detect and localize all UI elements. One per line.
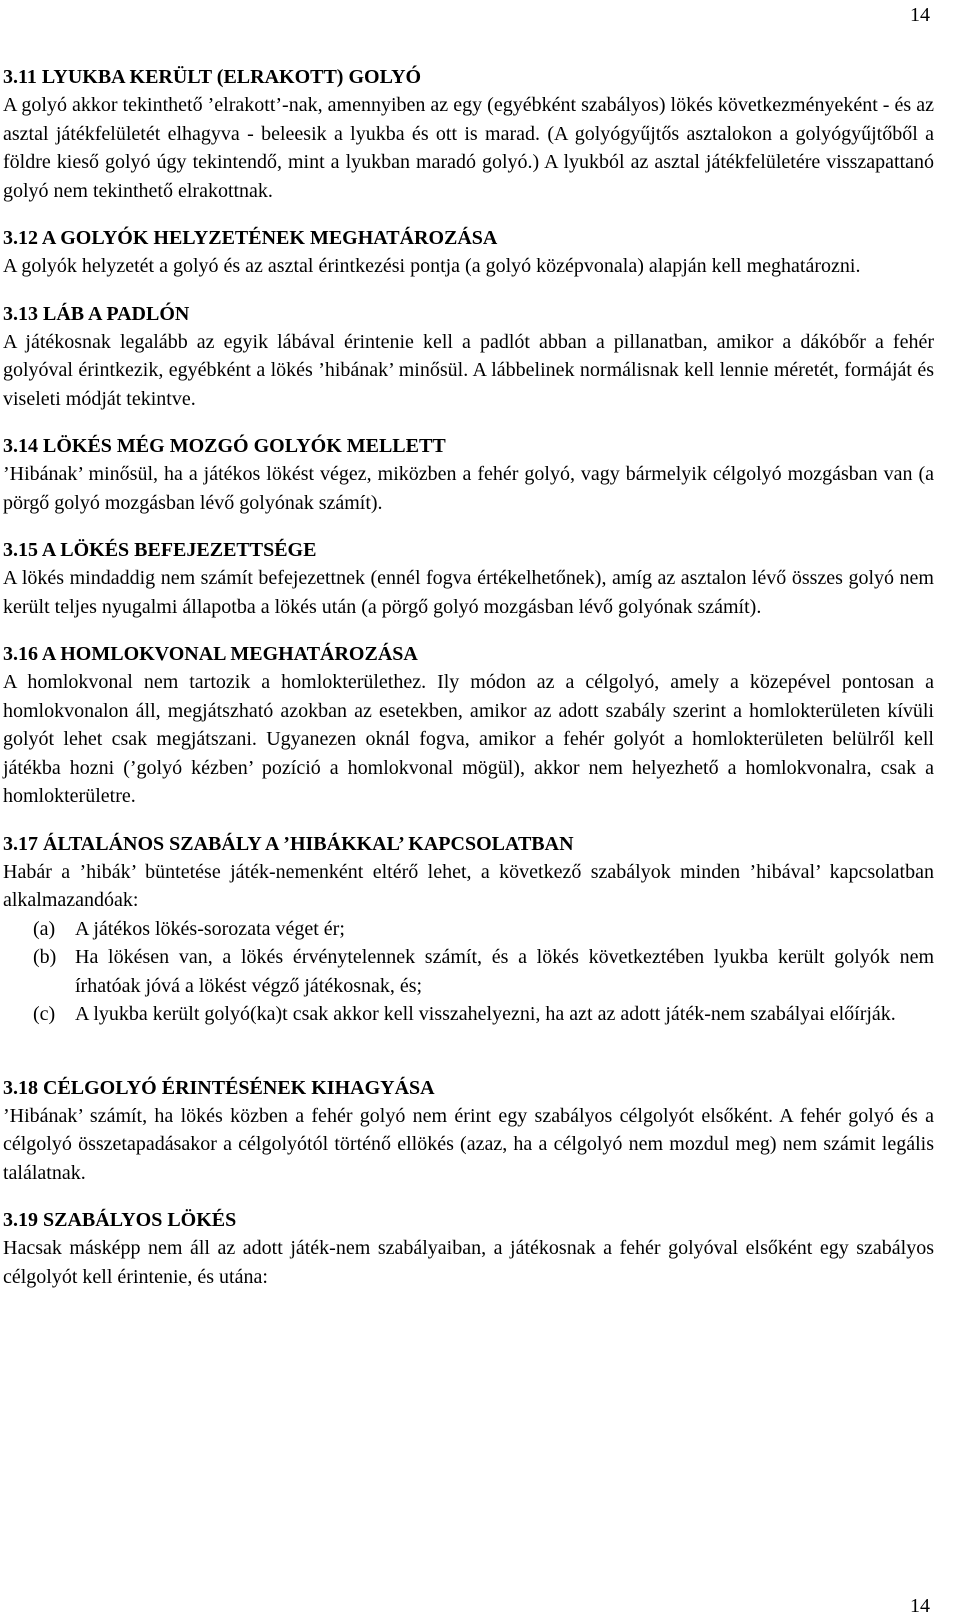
section-3-15 [3,537,934,621]
section-paragraph: A játékosnak legalább az egyik lábával érintenie kell a padlót abban a pillanatban, amikor a dákóbőr a fehér golyóval érintkezik, egyébként a lökés ’hibának’ minősül. A lábbelinek normálisnak kell lennie méretét, formáját és viseleti módját tekintve. [3,330,934,410]
list-marker: (b) [33,946,57,968]
list-marker: (a) [33,917,56,940]
list-item [3,915,934,944]
section-paragraph: ’Hibának’ számít, ha lökés közben a fehér golyó nem érint egy szabályos célgolyót elsőként. A fehér golyó és a célgolyó összetapadásakor a célgolyótól történő ellökés (azaz, ha a célgolyó nem mozdul meg) nem számit legális találatnak. [3,1104,934,1184]
section-heading: 3.12 A GOLYÓK HELYZETÉNEK MEGHATÁROZÁSA [3,227,498,249]
section-3-14 [3,433,934,517]
rule-list [3,915,934,1029]
list-item-text: A lyukba került golyó(ka)t csak akkor kell visszahelyezni, ha azt az adott játék-nem szabályai előírják. [75,1003,896,1025]
section-heading: 3.13 LÁB A PADLÓN [3,302,190,325]
section-paragraph: Hacsak másképp nem áll az adott játék-nem szabályaiban, a játékosnak a fehér golyóval elsőként egy szabályos célgolyót kell érintenie, és utána: [3,1237,934,1288]
section-paragraph: A golyók helyzetét a golyó és az asztal érintkezési pontja (a golyó középvonala) alapján kell meghatározni. [3,255,861,277]
section-3-12 [3,225,934,281]
section-3-16 [3,641,934,811]
section-heading: 3.18 CÉLGOLYÓ ÉRINTÉSÉNEK KIHAGYÁSA [3,1076,435,1099]
section-heading: 3.17 ÁLTALÁNOS SZABÁLY A ’HIBÁKKAL’ KAPCSOLATBAN [3,832,574,855]
section-paragraph: ’Hibának’ minősül, ha a játékos lökést végez, miközben a fehér golyó, vagy bármelyik célgolyó mozgásban van (a pörgő golyó mozgásban lévő golyónak számít). [3,463,934,514]
section-3-19 [3,1207,934,1291]
section-3-13 [3,301,934,414]
list-item [3,1000,934,1029]
list-marker: (c) [33,1003,56,1025]
list-item [3,943,934,1000]
section-paragraph: Habár a ’hibák’ büntetése játék-nemenként eltérő lehet, a következő szabályok minden ’hibával’ kapcsolatban alkalmazandóak: [3,860,934,911]
section-heading: 3.19 SZABÁLYOS LÖKÉS [3,1209,237,1231]
page-number-top: 14 [910,4,930,26]
section-heading: 3.16 A HOMLOKVONAL MEGHATÁROZÁSA [3,643,418,665]
section-3-18 [3,1075,934,1188]
section-paragraph: A homlokvonal nem tartozik a homlokterülethez. Ily módon az a célgolyó, amely a közepével pontosan a homlokvonalon áll, megjátszható azokban az esetekben, amikor az adott szabály szerint a homlokterületen kívüli golyót lehet csak megjátszani. Ugyanezen oknál fogva, amikor a fehér golyót a homlokterületen belülről kell játékba hozni (’golyó kézben’ pozíció a homlokvonal mögül), akkor nem helyezhető a homlokvonalra, csak a homlokterületre. [3,671,934,807]
section-3-17 [3,831,934,1029]
section-3-11 [3,64,934,205]
section-heading: 3.14 LÖKÉS MÉG MOZGÓ GOLYÓK MELLETT [3,435,446,457]
page-number-bottom: 14 [910,1595,930,1617]
section-paragraph: A lökés mindaddig nem számít befejezettnek (ennél fogva értékelhetőnek), amíg az asztalon lévő összes golyó nem került teljes nyugalmi állapotba a lökés után (a pörgő golyó mozgásban lévő golyónak számít). [3,567,934,618]
list-item-text: Ha lökésen van, a lökés érvénytelennek számít, és a lökés következtében lyukba került golyók nem írhatóak jóvá a lökést végző játékosnak, és; [75,946,934,997]
list-item-text: A játékos lökés-sorozata véget ér; [75,917,345,940]
section-heading: 3.15 A LÖKÉS BEFEJEZETTSÉGE [3,539,317,561]
section-paragraph: A golyó akkor tekinthető ’elrakott’-nak, amennyiben az egy (egyébként szabályos) lökés következményeként - és az asztal játékfelületét elhagyva - beleesik a lyukba és ott is marad. (A golyógyűjtős asztalokon a golyógyűjtőből a földre kieső golyó úgy tekintendő, mint a lyukban maradó golyó.) A lyukból az asztal játékfelületére visszapattanó golyó nem tekinthető elrakottnak. [3,94,934,202]
section-heading: 3.11 LYUKBA KERÜLT (ELRAKOTT) GOLYÓ [3,66,422,88]
document-body [0,64,960,1311]
